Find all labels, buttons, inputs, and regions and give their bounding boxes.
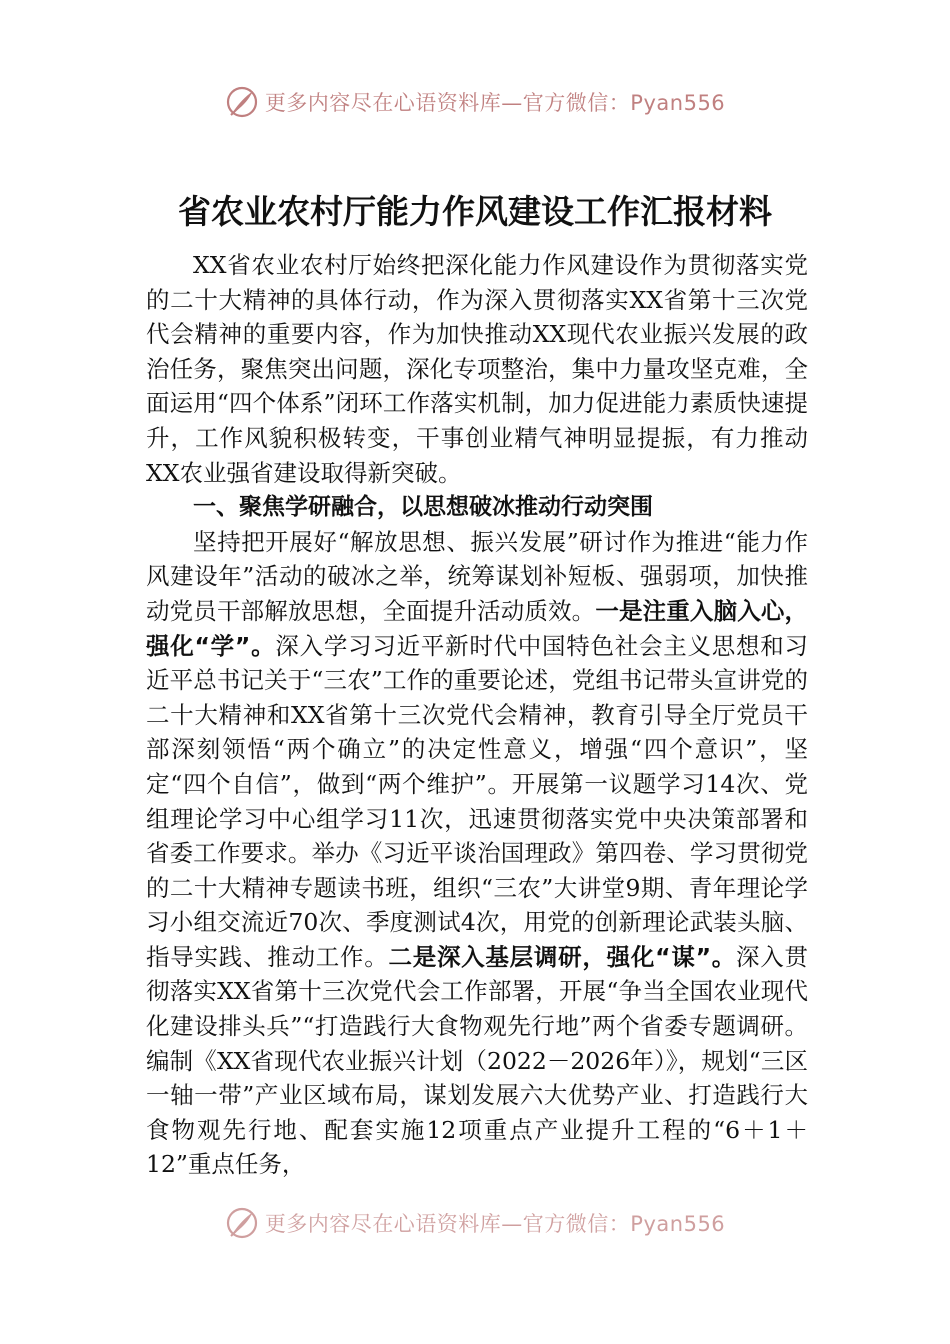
paragraph-text: 深入贯彻落实XX省第十三次党代会工作部署，开展“争当全国农业现代化建设排头兵”“打造践行大食物观先行地”两个省委专题调研。编制《XX省现代农业振兴计划（2022－2026年）》，规划“三区一轴一带”产业区域布局，谋划发展六大优势产业、打造践行大食物观先行地、配套实施12项重点产业提升工程的“6＋1＋12”重点任务， [146, 942, 809, 1179]
document-body [146, 248, 808, 1182]
bold-lead: 二是深入基层调研，强化“谋”。 [388, 942, 737, 971]
watermark-header [0, 82, 950, 122]
bold-lead: 一是注重入脑入心，强化“学”。 [146, 596, 809, 660]
intro-paragraph: XX省农业农村厅始终把深化能力作风建设作为贯彻落实党的二十大精神的具体行动，作为深入贯彻落实XX省第十三次党代会精神的重要内容，作为加快推动XX现代农业振兴发展的政治任务，聚焦突出问题，深化专项整治，集中力量攻坚克难，全面运用“四个体系”闭环工作落实机制，加力促进能力素质快速提升，工作风貌积极转变，干事创业精气神明显提振，有力推动XX农业强省建设取得新突破。 [146, 251, 808, 487]
watermark-footer [0, 1203, 950, 1243]
paragraph-text: 深入学习习近平新时代中国特色社会主义思想和习近平总书记关于“三农”工作的重要论述，党组书记带头宣讲党的二十大精神和XX省第十三次党代会精神，教育引导全厅党员干部深刻领悟“两个确立”的决定性意义，增强“四个意识”，坚定“四个自信”，做到“两个维护”。开展第一议题学习14次、党组理论学习中心组学习11次，迅速贯彻落实党中央决策部署和省委工作要求。举办《习近平谈治国理政》第四卷、学习贯彻党的二十大精神专题读书班，组织“三农”大讲堂9期、青年理论学习小组交流近70次、季度测试4次，用党的创新理论武装头脑、指导实践、推动工作。 [146, 631, 808, 971]
watermark-text: 更多内容尽在心语资料库—官方微信：Pyan556 [264, 1212, 726, 1236]
section-heading: 一、聚焦学研融合，以思想破冰推动行动突围 [193, 494, 653, 521]
paragraph-text: 坚持把开展好“解放思想、振兴发展”研讨作为推进“能力作风建设年”活动的破冰之举，统筹谋划补短板、强弱项，加快推动党员干部解放思想，全面提升活动质效。 [146, 527, 808, 625]
feather-logo-icon [225, 1206, 259, 1240]
section-paragraph [146, 525, 808, 1182]
document-title: 省农业农村厅能力作风建设工作汇报材料 [178, 192, 772, 231]
watermark-text: 更多内容尽在心语资料库—官方微信：Pyan556 [264, 91, 726, 115]
feather-logo-icon [225, 85, 259, 119]
